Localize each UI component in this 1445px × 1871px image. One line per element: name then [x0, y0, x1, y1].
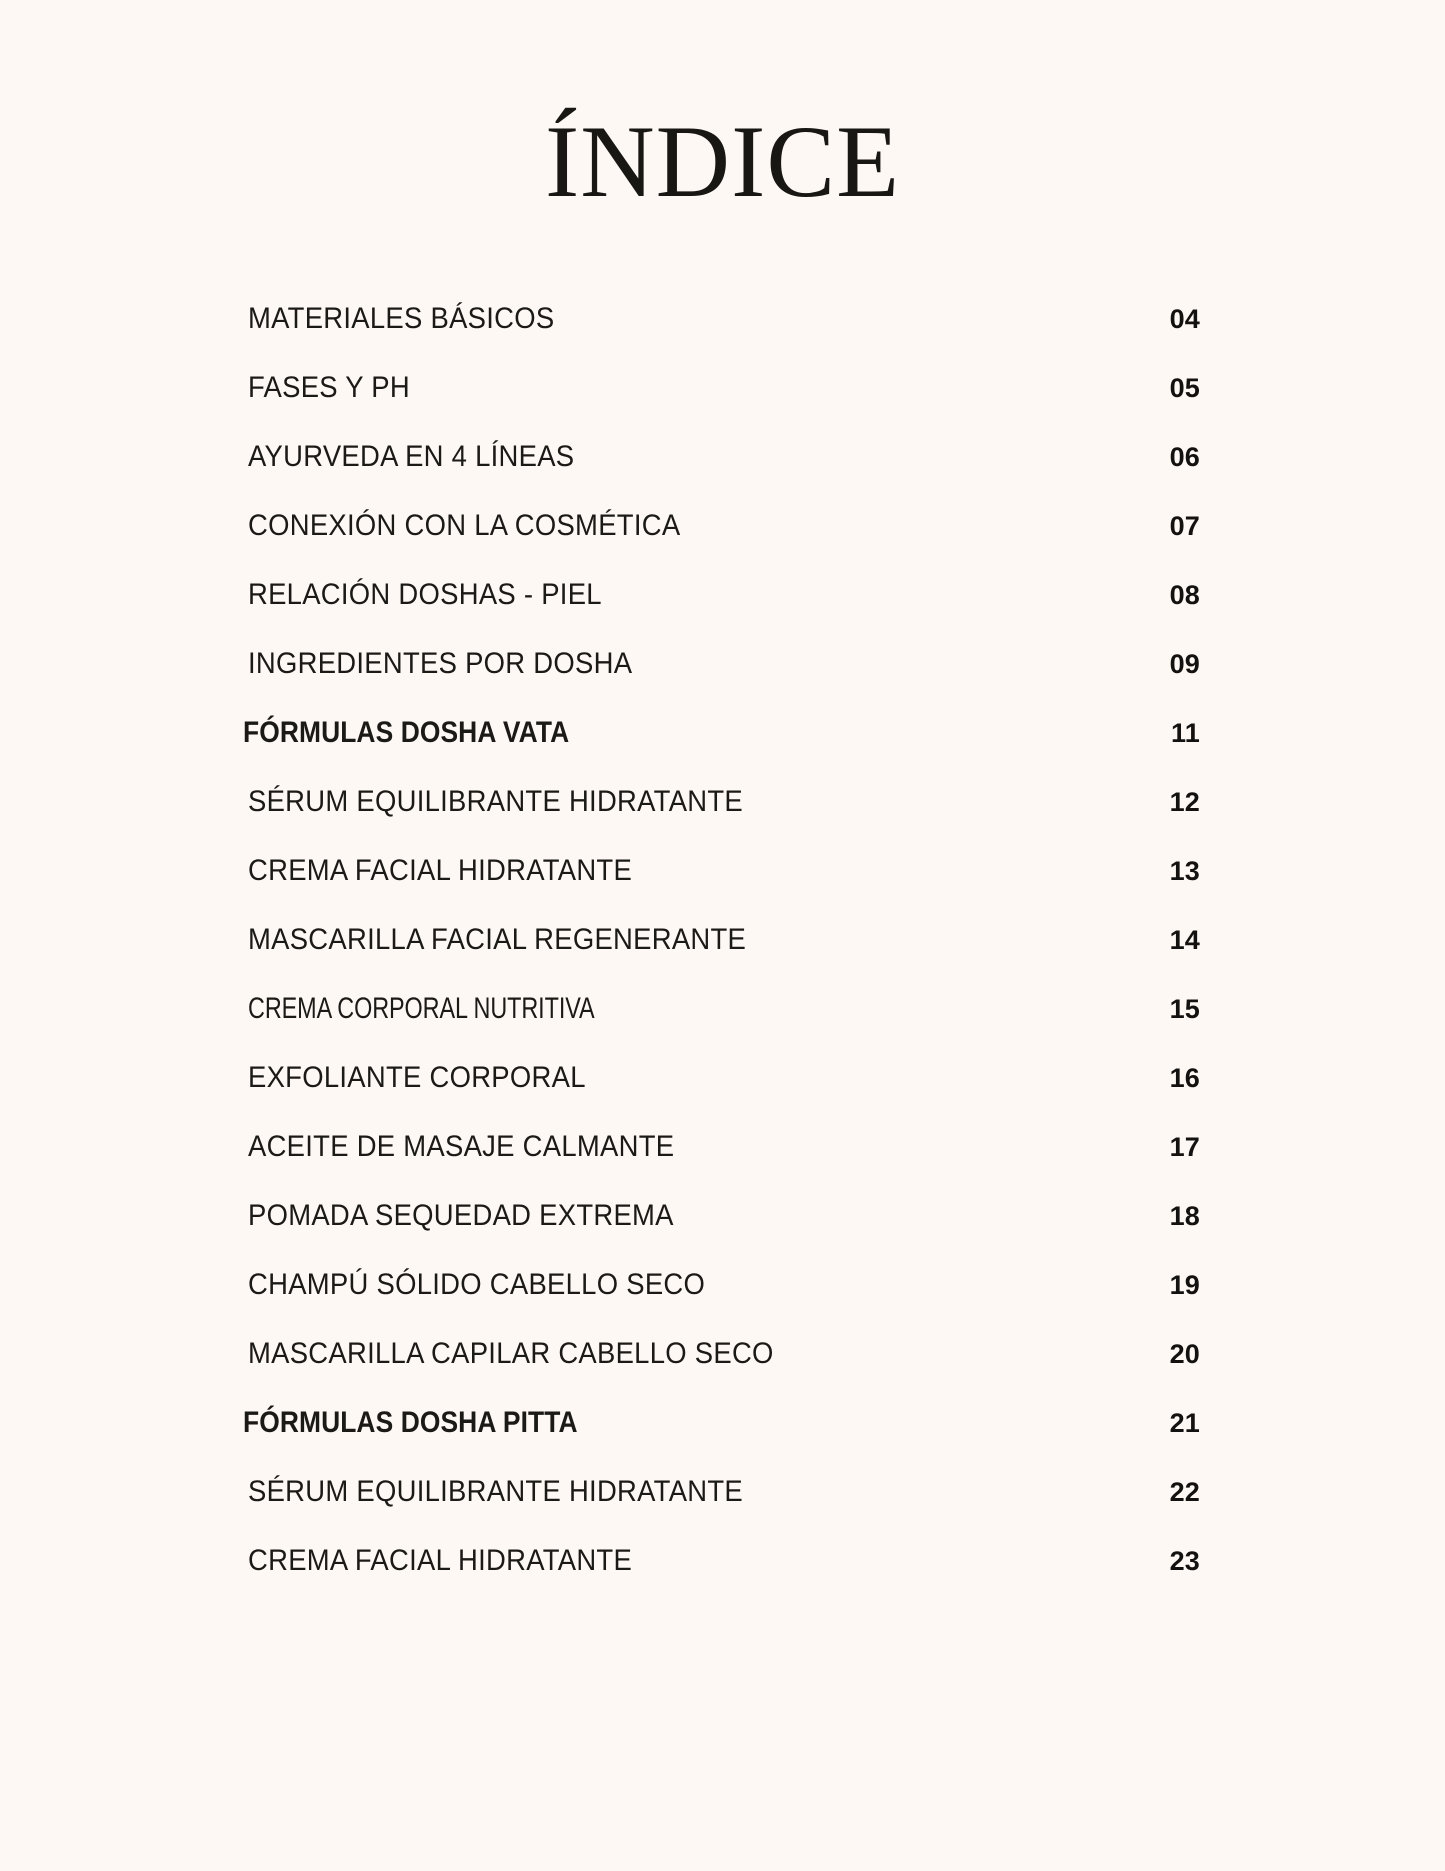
toc-row[interactable]	[0, 923, 1445, 992]
toc-entry-page-number: 09	[1169, 649, 1200, 679]
toc-entry-page-number: 23	[1169, 1546, 1200, 1576]
toc-row[interactable]	[0, 302, 1445, 371]
toc-entry-page-number: 19	[1169, 1270, 1200, 1300]
toc-entry-page-number: 07	[1169, 511, 1200, 541]
toc-entry-label: MASCARILLA FACIAL REGENERANTE	[248, 923, 747, 956]
toc-entry-label: SÉRUM EQUILIBRANTE HIDRATANTE	[248, 785, 744, 818]
toc-entry-page-number: 22	[1169, 1477, 1200, 1507]
toc-entry-page-number: 15	[1169, 994, 1200, 1024]
toc-row[interactable]	[0, 785, 1445, 854]
toc-entry-page-number: 17	[1169, 1132, 1200, 1162]
toc-row[interactable]	[0, 578, 1445, 647]
toc-row[interactable]	[0, 854, 1445, 923]
toc-row[interactable]	[0, 1475, 1445, 1544]
toc-row[interactable]	[0, 716, 1445, 785]
toc-row[interactable]	[0, 1337, 1445, 1406]
toc-entry-page-number: 06	[1169, 442, 1200, 472]
toc-row[interactable]	[0, 1544, 1445, 1613]
toc-entry-page-number: 08	[1169, 580, 1200, 610]
toc-entry-label: CREMA FACIAL HIDRATANTE	[248, 1544, 633, 1577]
toc-row[interactable]	[0, 1199, 1445, 1268]
toc-entry-label: POMADA SEQUEDAD EXTREMA	[248, 1199, 674, 1232]
toc-entry-label: CONEXIÓN CON LA COSMÉTICA	[248, 509, 681, 542]
toc-entry-label: SÉRUM EQUILIBRANTE HIDRATANTE	[248, 1475, 744, 1508]
toc-entry-label: ACEITE DE MASAJE CALMANTE	[248, 1130, 675, 1163]
toc-entry-page-number: 13	[1169, 856, 1200, 886]
toc-row[interactable]	[0, 1268, 1445, 1337]
toc-entry-label: FÓRMULAS DOSHA PITTA	[243, 1406, 578, 1439]
toc-entry-page-number: 04	[1169, 304, 1200, 334]
toc-entry-label: FASES Y PH	[248, 371, 410, 404]
toc-row[interactable]	[0, 647, 1445, 716]
toc-entry-label: RELACIÓN DOSHAS - PIEL	[248, 578, 602, 611]
toc-row[interactable]	[0, 509, 1445, 578]
toc-entry-page-number: 16	[1169, 1063, 1200, 1093]
toc-row[interactable]	[0, 440, 1445, 509]
toc-entry-label: CREMA CORPORAL NUTRITIVA	[248, 992, 595, 1025]
toc-entry-label: EXFOLIANTE CORPORAL	[248, 1061, 586, 1094]
toc-entry-page-number: 11	[1171, 718, 1200, 748]
toc-entry-label: AYURVEDA EN 4 LÍNEAS	[248, 440, 575, 473]
toc-row[interactable]	[0, 371, 1445, 440]
toc-entry-label: MASCARILLA CAPILAR CABELLO SECO	[248, 1337, 774, 1370]
toc-entry-label: MATERIALES BÁSICOS	[248, 302, 555, 335]
toc-row[interactable]	[0, 1061, 1445, 1130]
toc-entry-page-number: 14	[1169, 925, 1200, 955]
toc-row[interactable]	[0, 992, 1445, 1061]
toc-entry-label: CREMA FACIAL HIDRATANTE	[248, 854, 633, 887]
toc-entry-label: INGREDIENTES POR DOSHA	[248, 647, 633, 680]
toc-entry-page-number: 12	[1169, 787, 1200, 817]
toc-entry-label: FÓRMULAS DOSHA VATA	[243, 716, 570, 749]
toc-row[interactable]	[0, 1130, 1445, 1199]
toc-entry-page-number: 20	[1169, 1339, 1200, 1369]
toc-entry-page-number: 21	[1169, 1408, 1200, 1438]
toc-entry-page-number: 05	[1169, 373, 1200, 403]
toc-row[interactable]	[0, 1406, 1445, 1475]
table-of-contents	[0, 302, 1445, 1613]
page-title: ÍNDICE	[545, 105, 900, 219]
toc-entry-label: CHAMPÚ SÓLIDO CABELLO SECO	[248, 1268, 706, 1301]
toc-entry-page-number: 18	[1169, 1201, 1200, 1231]
